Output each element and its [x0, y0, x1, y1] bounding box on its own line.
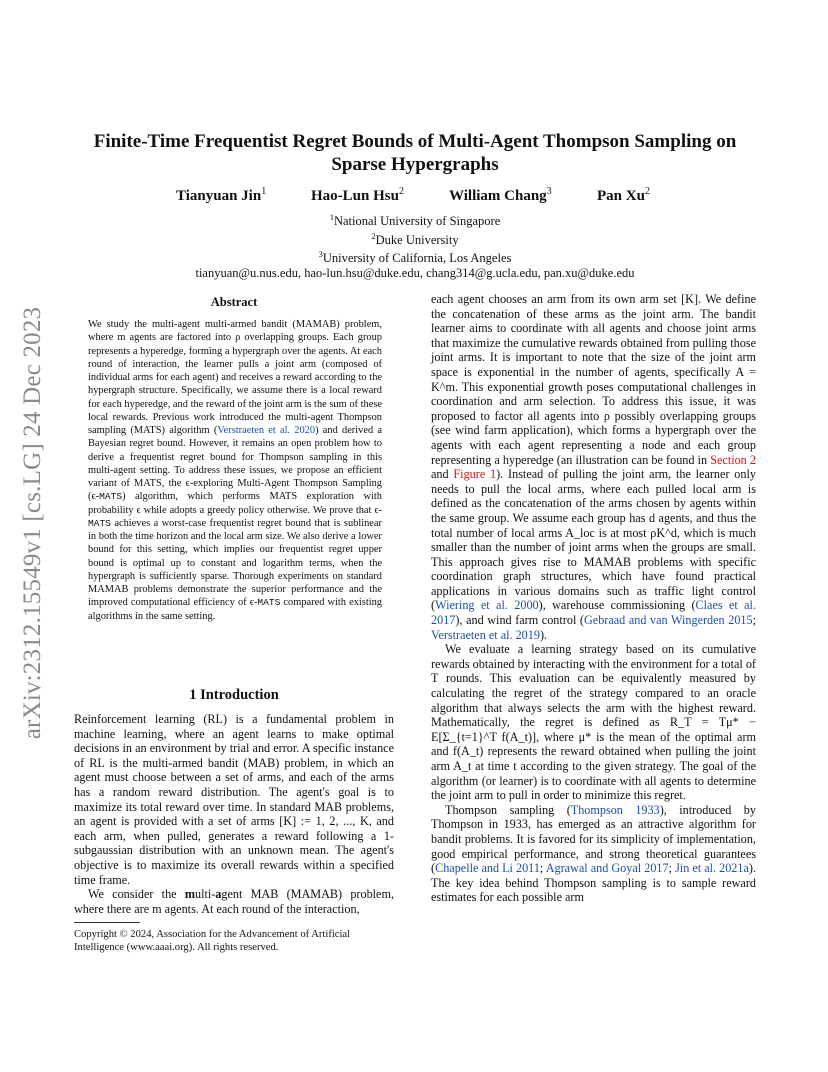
- paragraph-text: ulti-: [194, 887, 216, 902]
- citation-link[interactable]: Agrawal and Goyal 2017: [545, 861, 669, 876]
- abstract-heading: Abstract: [210, 295, 258, 309]
- author-affil-mark: 3: [546, 186, 552, 197]
- affiliation-3: [70, 247, 760, 266]
- abstract-text: achieves a worst-case frequentist regret bound that is sublinear in both the time horizon and the local arm size. We also derive a lower bound for this setting, which implies our frequentist regret upper bound is optimal up to constant and logarithm terms, when the hypergraph is sufficiently sparse. Thorough experiments on standard MAMAB problems demonstrate the superior performance and the improved computational efficiency of ϵ-: [88, 517, 382, 609]
- intro-left-column: [74, 712, 394, 916]
- intro-paragraph-2: [74, 887, 394, 916]
- section-heading-introduction: 1 Introduction: [189, 687, 279, 703]
- intro-paragraph-1: Reinforcement learning (RL) is a fundamental problem in machine learning, where an agent learns to make optimal decisions in an environment by trial and error. A specific instance of RL is the multi-armed bandit (MAB) problem, in which an agent must choose between a set of arms, and each of the arms has a random reward distribution. The agent's goal is to maximize its total reward over time. In standard MAB problems, an agent is provided with a set of arms [K] := 1, 2, ..., K, and each arm, when pulled, generates a reward following a 1-subgaussian distribution with an unknown mean. The agent's objective is to maximize its overall rewards within a specified time frame.: [74, 712, 394, 887]
- abstract-text: ) and derived a Bayesian regret bound. However, it remains an open problem how to derive a frequentist regret bound for Thompson sampling in this multi-agent setting. To address these issues, we propose an efficient variant of MATS, the ϵ-exploring Multi-Agent Thompson Sampling (ϵ-: [88, 425, 382, 503]
- citation-link[interactable]: Thompson 1933: [570, 802, 660, 817]
- paragraph-text: ;: [539, 861, 546, 876]
- author-4: [597, 186, 650, 205]
- arxiv-stamp-text: arXiv:2312.15549v1 [cs.LG] 24 Dec 2023: [19, 306, 46, 740]
- paragraph-text: each agent chooses an arm from its own arm set [K]. We define the concatenation of these arms as the joint arm. The bandit learner aims to coordinate with all agents and choose joint arms that maximize the cumulative rewards obtained from pulling those joint arms. It is important to note that the size of the joint arm space is exponential in the number of agents, specifically A = K^m. This exponential growth poses computational challenges in coordination and arm selection. To address this issue, it was proposed to factor all agents into ρ possibly overlapping groups (see wind farm application), which forms a hypergraph over the agents with each agent representing a node and each group representing a hyperedge (an illustration can be found in: [431, 292, 756, 467]
- affiliation-mark: 3: [318, 249, 323, 260]
- paragraph-text: ;: [668, 861, 676, 876]
- affiliation-1: [70, 210, 760, 229]
- algorithm-name: MATS: [257, 597, 281, 609]
- right-paragraph-1: [431, 292, 756, 642]
- citation-link[interactable]: Verstraeten et al. 2020: [217, 425, 316, 436]
- affiliation-mark: 2: [371, 230, 376, 241]
- abstract-text: compared with existing algorithms in the same setting.: [88, 597, 382, 622]
- citation-link[interactable]: Verstraeten et al. 2019: [431, 627, 540, 642]
- author-name: William Chang: [449, 188, 547, 204]
- author-1: [176, 186, 266, 205]
- citation-link[interactable]: Jin et al. 2021a: [675, 861, 749, 876]
- paragraph-text: ). The key idea behind Thompson sampling is to sample reward estimates for each possible arm: [431, 861, 757, 905]
- author-emails: tianyuan@u.nus.edu, hao-lun.hsu@duke.edu, chang314@g.ucla.edu, pan.xu@duke.edu: [195, 265, 635, 280]
- bold-letter: m: [184, 887, 195, 902]
- title-line-1: Finite-Time Frequentist Regret Bounds of Multi-Agent Thompson Sampling on: [93, 131, 737, 152]
- author-2: [311, 186, 404, 205]
- abstract-text: ) algorithm, which performs MATS exploration with probability ϵ while adopts a greedy policy otherwise. We prove that ϵ-: [88, 491, 382, 516]
- title-line-2: Sparse Hypergraphs: [331, 154, 499, 175]
- paper-title: [70, 130, 760, 176]
- affiliation-2: [70, 229, 760, 248]
- paragraph-text: We consider the: [88, 887, 185, 902]
- affiliation-text: University of California, Los Angeles: [322, 251, 512, 266]
- affiliations: [70, 210, 760, 280]
- paragraph-text: gent MAB (MAMAB) problem, where there are m agents. At each round of the interaction,: [74, 887, 394, 916]
- author-affil-mark: 2: [398, 186, 404, 197]
- author-affil-mark: 2: [644, 186, 650, 197]
- intro-right-column: [431, 292, 756, 905]
- author-3: [449, 186, 552, 205]
- paragraph-text: Thompson sampling (: [445, 802, 571, 817]
- abstract-body: [88, 318, 382, 623]
- author-name: Hao-Lun Hsu: [311, 188, 399, 204]
- arxiv-stamp: [19, 288, 46, 758]
- figure-link[interactable]: Figure 1: [453, 467, 497, 482]
- paragraph-text: ), warehouse commissioning (: [538, 598, 696, 613]
- citation-link[interactable]: Chapelle and Li 2011: [435, 861, 540, 876]
- algorithm-name: MATS: [88, 517, 111, 529]
- footnote-rule: [74, 922, 140, 923]
- affiliation-text: National University of Singapore: [333, 214, 501, 229]
- author-name: Pan Xu: [597, 188, 645, 204]
- citation-link[interactable]: Wiering et al. 2000: [435, 598, 539, 613]
- citation-link[interactable]: Claes et al. 2017: [431, 598, 756, 628]
- affiliation-text: Duke University: [375, 232, 459, 247]
- citation-link[interactable]: Gebraad and van Wingerden 2015: [583, 613, 753, 628]
- affiliation-mark: 1: [329, 212, 334, 222]
- paragraph-text: ), and wind farm control (: [455, 613, 584, 628]
- right-paragraph-2: We evaluate a learning strategy based on its cumulative rewards obtained by interacting with the environment for a total of T rounds. This evaluation can be equivalently measured by calculating the regret of the strategy compared to an oracle algorithm that always selects the arm with the highest reward. Mathematically, the regret is defined as R_T = Tμ* − E[Σ_{t=1}^T f(A_t)], where μ* is the mean of the optimal arm and f(A_t) represents the reward obtained when pulling the joint arm A_t at time t according to the given strategy. The goal of the algorithm (or learner) is to coordinate with all agents to determine the joint arm to pull in order to minimize this regret.: [431, 642, 756, 803]
- author-list: [70, 186, 760, 208]
- abstract-text: We study the multi-agent multi-armed bandit (MAMAB) problem, where m agents are factored into ρ overlapping groups. Each group represents a hyperedge, forming a hypergraph over the agents. At each round of interaction, the learner pulls a joint arm (composed of individual arms for each agent) and receives a reward according to the hypergraph structure. Specifically, we assume there is a local reward for each hyperedge, and the reward of the joint arm is the sum of these local rewards. Previous work introduced the multi-agent Thompson sampling (MATS) algorithm (: [88, 319, 382, 436]
- section-link[interactable]: Section 2: [710, 452, 756, 467]
- author-name: Tianyuan Jin: [176, 188, 262, 204]
- paragraph-text: and: [431, 467, 454, 482]
- author-affil-mark: 1: [261, 186, 267, 197]
- paragraph-text: ), introduced by Thompson in 1933, has emerged as an attractive algorithm for bandit problems. It is favored for its simplicity of implementation, good empirical performance, and strong theoretical guarantees (: [431, 802, 756, 876]
- algorithm-name: MATS: [99, 491, 123, 503]
- copyright-footnote: Copyright © 2024, Association for the Advancement of Artificial Intelligence (www.aaai.org). All rights reserved.: [74, 929, 351, 953]
- right-paragraph-3: [431, 803, 756, 905]
- bold-letter: a: [215, 887, 222, 902]
- paragraph-text: ;: [752, 613, 756, 628]
- paragraph-text: ).: [539, 627, 548, 642]
- paragraph-text: ). Instead of pulling the joint arm, the learner only needs to pull the local arms, where each pulled local arm is defined as the concatenation of the arms chosen by agents within the same group. We assume each group has d agents, and thus the total number of local arms A_loc is at most ρK^d, which is much smaller than the number of joint arms when the groups are small. This approach gives rise to MAMAB problems with specific coordination graph structures, which have found practical applications in various domains such as traffic light control (: [431, 467, 756, 613]
